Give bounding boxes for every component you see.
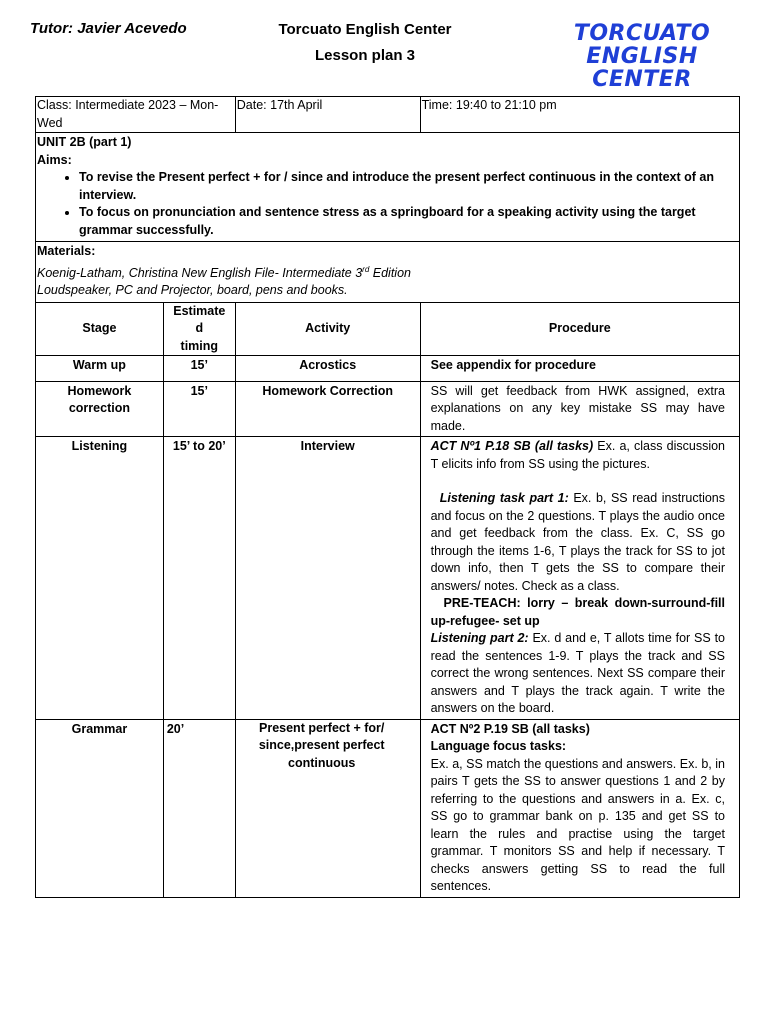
pre-teach-line	[431, 595, 725, 630]
procedure-cell	[420, 437, 739, 720]
date-text: Date: 17th April	[236, 98, 323, 112]
date-info	[235, 97, 420, 133]
materials-book: Koenig-Latham, Christina New English File- Intermediate 3rd Edition	[37, 264, 411, 280]
materials-label: Materials:	[37, 244, 96, 258]
pre-teach-text: PRE-TEACH: lorry – break down-surround-fill up-refugee- set up	[430, 596, 725, 628]
activity-reference: ACT Nº2 P.19 SB (all tasks)	[430, 721, 590, 736]
table-row	[36, 719, 740, 897]
procedure-text: Ex. a, class discussion T elicits info from SS using the pictures.	[430, 439, 725, 471]
procedure-text: Ex. d and e, T allots time for SS to read the sentences 1-9. T plays the track and SS correct the wrong sentences. Next SS compare their answers and T plays the track again. T write the answers on the board.	[430, 631, 725, 716]
aims-label: Aims:	[37, 152, 72, 167]
procedure-paragraph	[431, 438, 725, 473]
task-heading: Listening part 2:	[430, 631, 529, 646]
school-logo	[566, 22, 718, 91]
stage-cell: Listening	[36, 437, 164, 720]
activity-cell: Acrostics	[235, 356, 420, 382]
materials-row	[36, 242, 740, 303]
task-heading: Listening task part 1:	[439, 491, 569, 506]
procedure-paragraph	[431, 630, 725, 718]
aim-item: • To revise the Present perfect + for / since and introduce the present perfect continuous in the context of an interview.	[79, 169, 738, 204]
school-name: Torcuato English Center	[278, 21, 452, 38]
timing-cell: 15’ to 20’	[163, 437, 235, 720]
activity-cell: Interview	[235, 437, 420, 720]
stage-cell: Homework correction	[36, 381, 164, 437]
stage-cell: Grammar	[36, 719, 164, 897]
class-info: Class: Intermediate 2023 – Mon-Wed	[36, 97, 236, 133]
unit-title: UNIT 2B (part 1)	[37, 135, 132, 149]
procedure-paragraph	[431, 490, 725, 595]
lesson-plan-table	[35, 96, 740, 898]
table-header-row	[36, 302, 740, 356]
document-title	[250, 17, 480, 69]
time-info: Time: 19:40 to 21:10 pm	[420, 97, 739, 133]
unit-aims-row	[36, 133, 740, 242]
timing-cell: 15’	[163, 381, 235, 437]
task-heading: Language focus tasks:	[430, 739, 567, 754]
procedure-cell: See appendix for procedure	[420, 356, 739, 382]
procedure-header: Procedure	[420, 302, 739, 356]
procedure-cell	[420, 719, 739, 897]
activity-cell: Present perfect + for/ since,present perfect continuous	[235, 719, 420, 897]
logo-line-1: TORCUATO	[573, 21, 711, 46]
tutor-name: Tutor: Javier Acevedo	[30, 20, 187, 37]
info-row	[36, 97, 740, 133]
activity-header: Activity	[235, 302, 420, 356]
timing-cell: 15’	[163, 356, 235, 382]
procedure-text: Ex. b, SS read instructions and focus on the 2 questions. T plays the audio once and get feedback from the class. Ex. C, SS go through the items 1-6, T plays the track for SS to jot down info, then T gets the SS to compare their answers/ notes. Check as a class.	[430, 491, 725, 593]
logo-line-3: CENTER	[592, 67, 692, 92]
timing-cell: 20’	[163, 719, 235, 897]
aim-item: • To focus on pronunciation and sentence stress as a springboard for a speaking activity using the target grammar successfully.	[79, 204, 738, 239]
lesson-plan-label: Lesson plan 3	[314, 47, 416, 64]
stage-cell: Warm up	[36, 356, 164, 382]
table-row	[36, 437, 740, 720]
table-row	[36, 356, 740, 382]
activity-cell: Homework Correction	[235, 381, 420, 437]
materials-equipment: Loudspeaker, PC and Projector, board, pens and books.	[37, 283, 348, 298]
activity-reference: ACT Nº1 P.18 SB (all tasks)	[430, 439, 594, 454]
procedure-text: Ex. a, SS match the questions and answers. Ex. b, in pairs T gets the SS to answer questions 1 and 2 by referring to the questions and answers in a. Ex. c, SS go to grammar bank on p. 135 and get SS to learn the rules and practise using the target grammar. T monitors SS and help if necessary. T checks answers getting SS to read the full sentences.	[430, 756, 725, 894]
aims-list	[37, 169, 738, 239]
logo-line-2: ENGLISH	[586, 44, 698, 69]
procedure-cell: SS will get feedback from HWK assigned, extra explanations on any key mistake SS may have made.	[420, 381, 739, 437]
stage-header: Stage	[36, 302, 164, 356]
table-row	[36, 381, 740, 437]
timing-header: Estimate d timing	[163, 302, 235, 356]
